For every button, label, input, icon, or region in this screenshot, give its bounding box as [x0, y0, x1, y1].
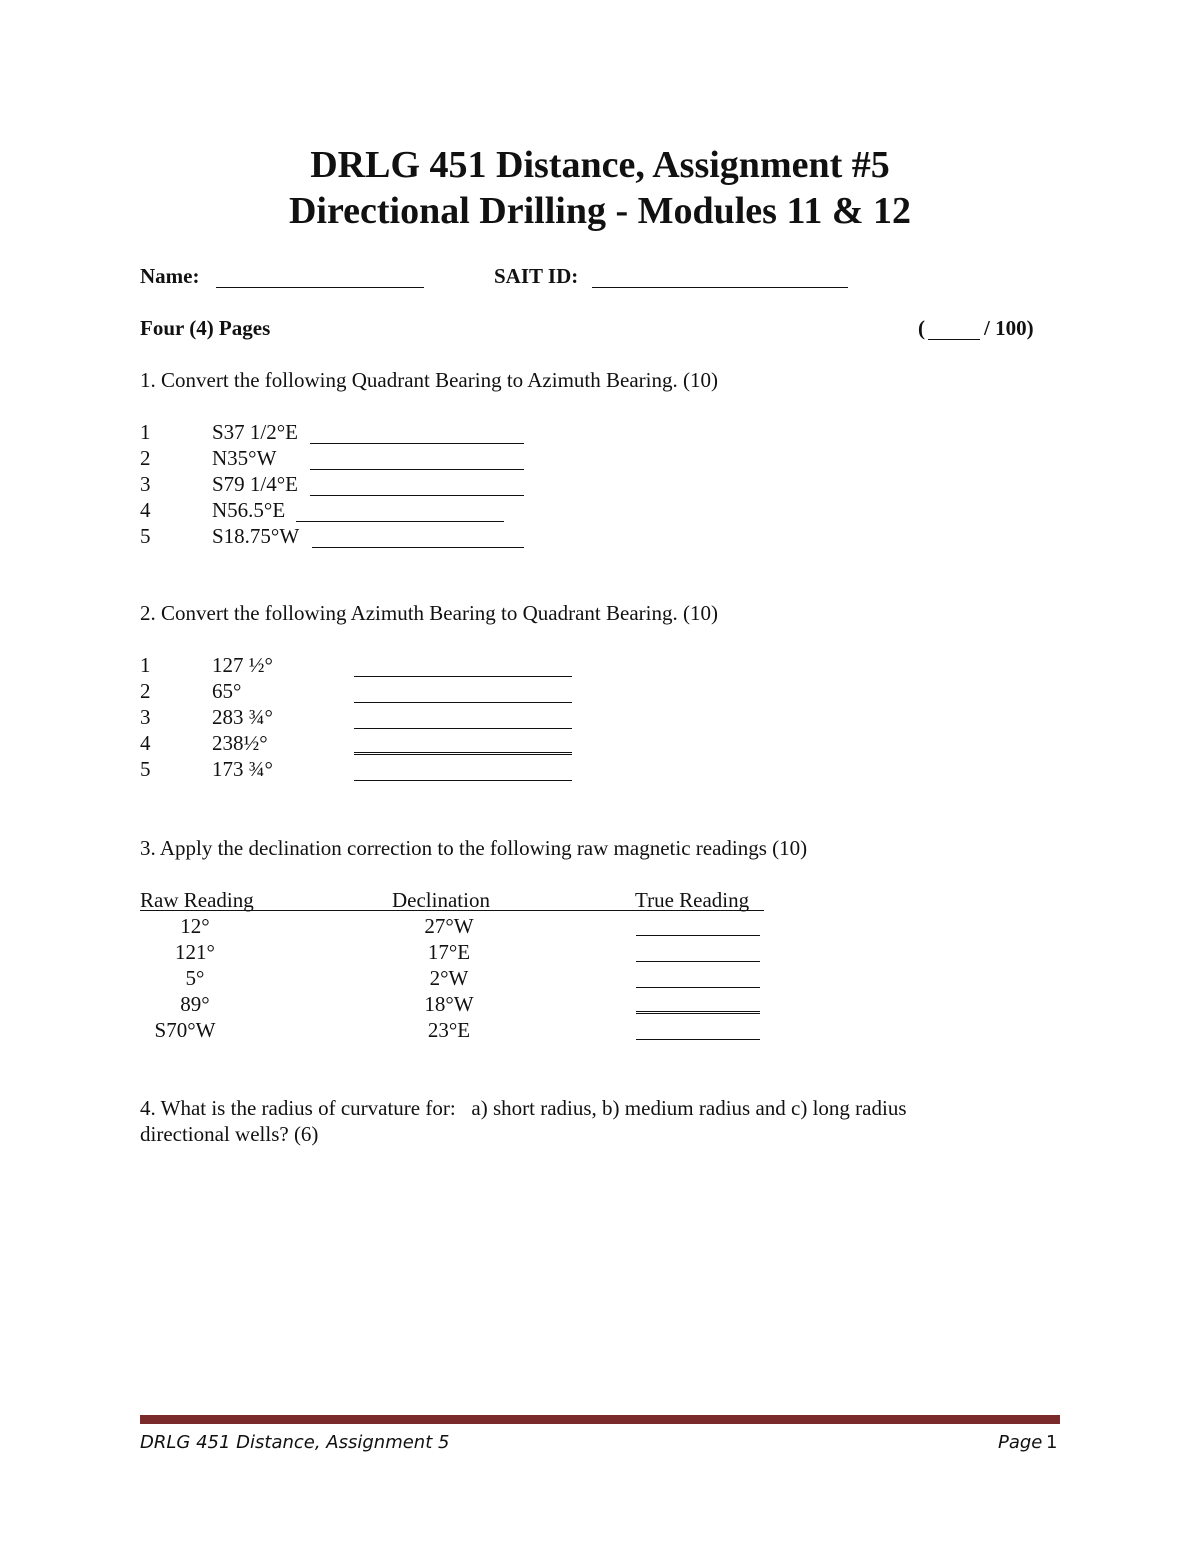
question-4-prompt-line-1: 4. What is the radius of curvature for: a) short radius, b) medium radius and c) long radius — [140, 1096, 907, 1120]
column-header-declination: Declination — [392, 888, 490, 912]
document-title-line-2: Directional Drilling - Modules 11 & 12 — [288, 190, 912, 232]
table-header-rule — [140, 910, 764, 911]
question-1-prompt: 1. Convert the following Quadrant Bearing to Azimuth Bearing. (10) — [140, 368, 718, 392]
q2-answer-blank[interactable] — [354, 728, 572, 729]
q1-item-number: 5 — [140, 524, 151, 548]
footer-rule — [140, 1415, 1060, 1424]
q2-answer-blank[interactable] — [354, 676, 572, 677]
page-count: Four (4) Pages — [140, 316, 271, 340]
q2-item-number: 1 — [140, 653, 151, 677]
score-total: / 100) — [984, 316, 1034, 340]
q1-item-value: N56.5°E — [212, 498, 286, 522]
q2-item-value: 283 ¾° — [212, 705, 273, 729]
q1-item-value: S18.75°W — [212, 524, 300, 548]
declination-cell: 18°W — [424, 992, 474, 1016]
q1-answer-blank[interactable] — [312, 547, 524, 548]
question-4-prompt-line-2: directional wells? (6) — [140, 1122, 319, 1146]
q1-answer-blank[interactable] — [310, 443, 524, 444]
true-reading-blank[interactable] — [636, 987, 760, 988]
q1-answer-blank[interactable] — [310, 469, 524, 470]
raw-reading-cell: 89° — [180, 992, 210, 1016]
name-field[interactable] — [216, 287, 424, 288]
column-header-true-reading: True Reading — [635, 888, 750, 912]
q2-item-value: 238½° — [212, 731, 268, 755]
true-reading-blank[interactable] — [636, 1011, 760, 1014]
q1-answer-blank[interactable] — [296, 521, 504, 522]
q2-answer-blank[interactable] — [354, 780, 572, 781]
q1-item-number: 1 — [140, 420, 151, 444]
q2-item-value: 65° — [212, 679, 242, 703]
footer-page-number: 1 — [1046, 1432, 1058, 1453]
raw-reading-cell: S70°W — [154, 1018, 216, 1042]
q2-item-value: 173 ¾° — [212, 757, 273, 781]
q2-item-number: 5 — [140, 757, 151, 781]
sait-id-field[interactable] — [592, 287, 848, 288]
score-field[interactable] — [928, 339, 980, 340]
question-3-prompt: 3. Apply the declination correction to the following raw magnetic readings (10) — [140, 836, 808, 860]
document-title-line-1: DRLG 451 Distance, Assignment #5 — [310, 144, 890, 186]
raw-reading-cell: 12° — [180, 914, 210, 938]
raw-reading-cell: 5° — [185, 966, 205, 990]
true-reading-blank[interactable] — [636, 935, 760, 936]
q2-answer-blank[interactable] — [354, 752, 572, 755]
declination-cell: 27°W — [424, 914, 474, 938]
score-open: ( — [918, 316, 925, 340]
q1-item-value: N35°W — [212, 446, 277, 470]
footer-document-title: DRLG 451 Distance, Assignment 5 — [140, 1432, 450, 1453]
q1-item-value: S37 1/2°E — [212, 420, 298, 444]
true-reading-blank[interactable] — [636, 961, 760, 962]
question-2-prompt: 2. Convert the following Azimuth Bearing to Quadrant Bearing. (10) — [140, 601, 718, 625]
raw-reading-cell: 121° — [175, 940, 215, 964]
declination-cell: 17°E — [427, 940, 471, 964]
declination-cell: 2°W — [429, 966, 469, 990]
q2-item-number: 3 — [140, 705, 151, 729]
q2-item-value: 127 ½° — [212, 653, 273, 677]
q2-answer-blank[interactable] — [354, 702, 572, 703]
q1-item-number: 4 — [140, 498, 151, 522]
q2-item-number: 4 — [140, 731, 151, 755]
q1-answer-blank[interactable] — [310, 495, 524, 496]
name-label: Name: — [140, 264, 200, 288]
column-header-raw-reading: Raw Reading — [140, 888, 254, 912]
q1-item-number: 2 — [140, 446, 151, 470]
declination-cell: 23°E — [427, 1018, 471, 1042]
q1-item-value: S79 1/4°E — [212, 472, 298, 496]
sait-id-label: SAIT ID: — [494, 264, 579, 288]
true-reading-blank[interactable] — [636, 1039, 760, 1040]
footer-page-label: Page — [998, 1432, 1043, 1453]
q2-item-number: 2 — [140, 679, 151, 703]
q1-item-number: 3 — [140, 472, 151, 496]
